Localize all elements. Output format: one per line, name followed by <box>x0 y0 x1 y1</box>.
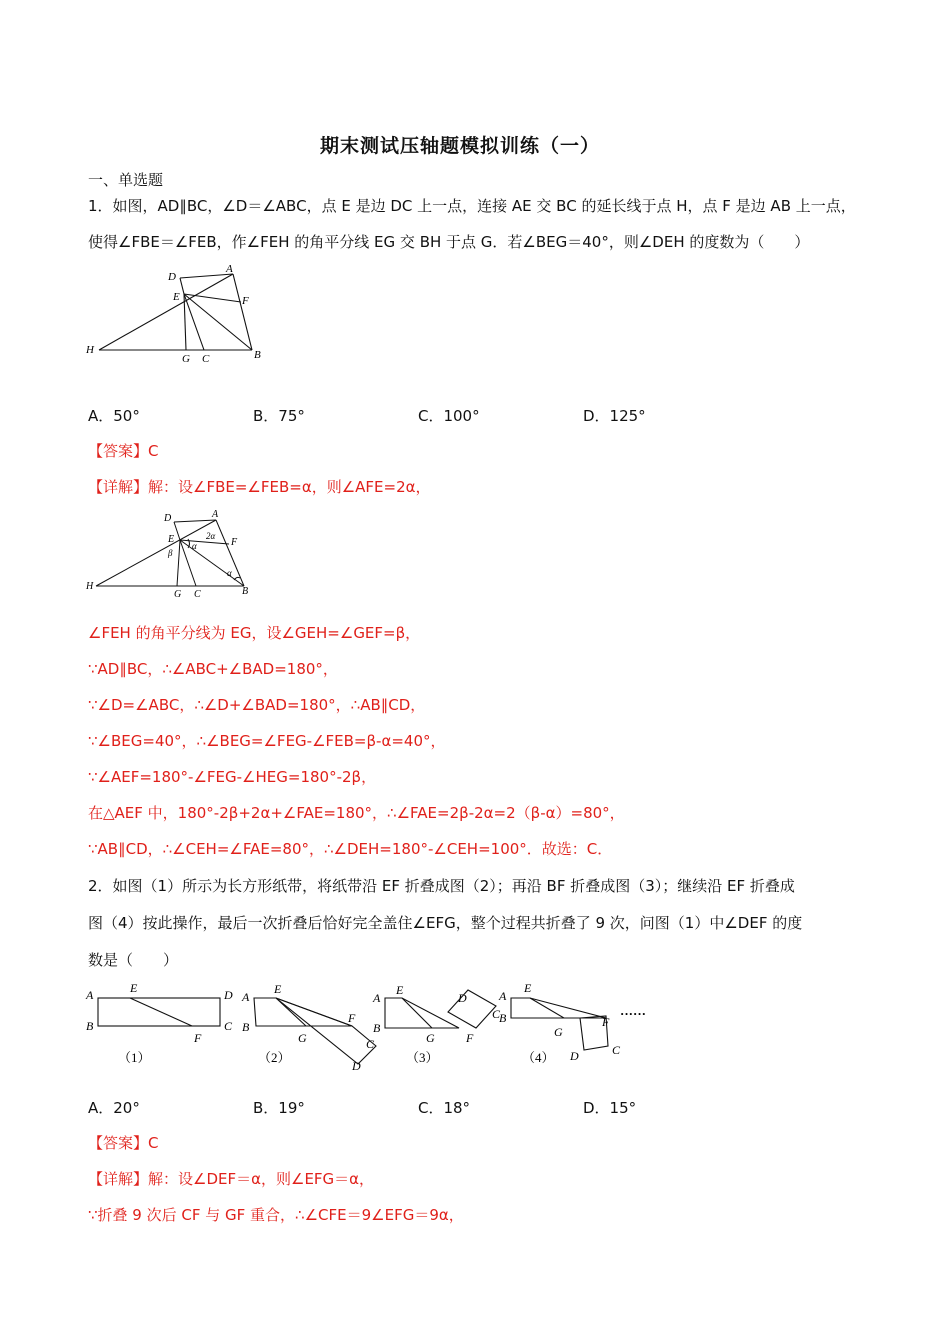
q1s-label-alpha-b: α <box>227 568 232 578</box>
q1s-label-b: B <box>242 586 249 597</box>
q1-label-c: C <box>202 353 210 365</box>
q1s-label-g: G <box>174 589 182 600</box>
q2-f1-label-f: F <box>194 1031 202 1045</box>
q1s-label-2alpha: 2α <box>206 531 216 541</box>
q1-option-c: C．100° <box>418 407 480 425</box>
q2-option-a: A．20° <box>88 1099 140 1117</box>
q2-f2-label-b: B <box>242 1020 250 1034</box>
q2-option-b: B．19° <box>253 1099 305 1117</box>
q1-label-h: H <box>86 344 94 356</box>
q2-f3-label-b: B <box>373 1021 381 1035</box>
q2-f4-label-b: B <box>499 1011 507 1025</box>
q2-f2-label-g: G <box>298 1031 307 1045</box>
q1-option-d: D．125° <box>583 407 646 425</box>
q1s-label-c: C <box>194 589 201 600</box>
q1-line-1: 1．如图，AD∥BC，∠D＝∠ABC，点 E 是边 DC 上一点，连接 AE 交 BC 的延长线于点 H，点 F 是边 AB 上一点， <box>88 197 856 215</box>
q2-f2-label-a: A <box>242 990 250 1004</box>
q2-figure <box>84 976 664 1076</box>
q2-caption-1: （1） <box>118 1050 151 1065</box>
q2-f4-label-e: E <box>524 981 532 995</box>
q1-solution-line-2: ∵AD∥BC，∴∠ABC+∠BAD=180°， <box>88 660 338 678</box>
q1s-label-e: E <box>168 534 175 545</box>
q2-f3-label-d: D <box>458 991 467 1005</box>
q1-label-g: G <box>182 353 190 365</box>
q2-f1-label-b: B <box>86 1019 94 1033</box>
q2-f2-label-e: E <box>274 982 282 996</box>
q2-line-1: 2．如图（1）所示为长方形纸带，将纸带沿 EF 折叠成图（2）；再沿 BF 折叠成图（3）；继续沿 EF 折叠成 <box>88 877 795 895</box>
q1-label-d: D <box>168 271 176 283</box>
q2-option-c: C．18° <box>418 1099 471 1117</box>
q2-f4-label-d: D <box>570 1049 579 1063</box>
q2-line-2: 图（4）按此操作，最后一次折叠后恰好完全盖住∠EFG，整个过程共折叠了 9 次，问图（1）中∠DEF 的度 <box>88 914 803 932</box>
q2-f4-label-f: F <box>602 1015 610 1029</box>
page-title: 期末测试压轴题模拟训练（一） <box>320 135 601 157</box>
q1-option-b: B．75° <box>253 407 305 425</box>
q2-f3-label-g: G <box>426 1031 435 1045</box>
q1-label-a: A <box>226 263 233 275</box>
q2-continuation-dots: ······ <box>620 1006 647 1021</box>
q1-solution-line-5: ∵∠AEF=180°-∠FEG-∠HEG=180°-2β， <box>88 768 377 786</box>
q1s-label-beta: β <box>168 548 173 558</box>
q1-solution-figure <box>84 508 259 600</box>
q2-f3-label-c: C <box>492 1007 501 1021</box>
q1s-label-f: F <box>231 537 238 548</box>
q2-f4-label-a: A <box>499 989 507 1003</box>
q2-caption-2: （2） <box>258 1050 291 1065</box>
q2-solution-line-1: ∵折叠 9 次后 CF 与 GF 重合，∴∠CFE＝9∠EFG＝9α， <box>88 1206 464 1224</box>
q2-f1-label-a: A <box>86 988 94 1002</box>
q1s-label-alpha: α <box>192 541 197 551</box>
q1-solution-line-4: ∵∠BEG=40°，∴∠BEG=∠FEG-∠FEB=β-α=40°， <box>88 732 446 750</box>
q2-f4-label-c: C <box>612 1043 621 1057</box>
q2-answer: 【答案】C <box>88 1134 159 1152</box>
q1-figure <box>84 258 274 366</box>
q1s-label-a: A <box>212 509 219 520</box>
q1-solution-line-7: ∵AB∥CD，∴∠CEH=∠FAE=80°，∴∠DEH=180°-∠CEH=100°．故选：C． <box>88 840 613 858</box>
q2-f2-label-d: D <box>352 1059 361 1073</box>
q2-f1-label-d: D <box>224 988 233 1002</box>
q1-solution-line-1: ∠FEH 的角平分线为 EG，设∠GEH=∠GEF=β， <box>88 624 421 642</box>
section-heading: 一、单选题 <box>88 171 164 189</box>
q1-label-e: E <box>173 291 180 303</box>
q1-detail: 【详解】解：设∠FBE=∠FEB=α，则∠AFE=2α， <box>88 478 431 496</box>
q2-f1-label-e: E <box>130 981 138 995</box>
q1-label-b: B <box>254 349 261 361</box>
q1-label-f: F <box>242 295 249 307</box>
q1-line-2: 使得∠FBE＝∠FEB，作∠FEH 的角平分线 EG 交 BH 于点 G．若∠BEG＝40°，则∠DEH 的度数为（ ） <box>88 233 810 251</box>
q2-line-3: 数是（ ） <box>88 951 179 969</box>
q2-option-d: D．15° <box>583 1099 637 1117</box>
q1s-label-d: D <box>164 513 172 524</box>
q2-f2-label-f: F <box>348 1011 356 1025</box>
q1-solution-line-6: 在△AEF 中，180°-2β+2α+∠FAE=180°，∴∠FAE=2β-2α=2（β-α）=80°， <box>88 804 625 822</box>
q2-f3-label-a: A <box>373 991 381 1005</box>
q1-answer: 【答案】C <box>88 442 159 460</box>
q2-f3-label-e: E <box>396 983 404 997</box>
q2-f4-label-g: G <box>554 1025 563 1039</box>
q2-f2-label-c: C <box>366 1037 375 1051</box>
q2-f3-label-f: F <box>466 1031 474 1045</box>
q2-detail: 【详解】解：设∠DEF＝α，则∠EFG＝α， <box>88 1170 375 1188</box>
q2-caption-3: （3） <box>406 1050 439 1065</box>
q1s-label-h: H <box>86 581 94 592</box>
q2-f1-label-c: C <box>224 1019 233 1033</box>
q2-caption-4: （4） <box>522 1050 555 1065</box>
q1-option-a: A．50° <box>88 407 140 425</box>
q1-solution-line-3: ∵∠D=∠ABC，∴∠D+∠BAD=180°，∴AB∥CD， <box>88 696 426 714</box>
